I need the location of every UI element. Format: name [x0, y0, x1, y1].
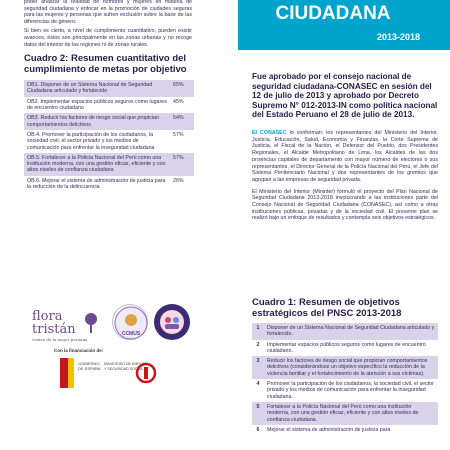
govt-line-2: DE ESPAÑA [78, 366, 101, 371]
flora-tristan-logo [32, 310, 87, 342]
table-row [252, 379, 438, 402]
objective-percent: 65% [170, 80, 194, 97]
objective-text: OB.6. Mejorar el sistema de administración de justicia para la reducción de la delincuencia [27, 177, 166, 191]
table-row [252, 425, 438, 435]
objective-text: OB2. Implementar espacios públicos seguros como lugares de encuentro ciudadano [27, 98, 167, 112]
mininter-paragraph: El Ministerio del Interior (Mininter) formuló el proyecto del Plan Nacional de Seguridad Ciudadana 2013-2018 involucrando a las instituciones parte del Consejo Nacional de Seguridad Ciudadana (CONASEC), así como a otras instituciones públicas, privadas y de la sociedad civil. El presente plan se realizó bajo un enfoque de resultados y contempla seis objetivos estratégicos. [252, 188, 438, 222]
table-row [24, 113, 194, 130]
intro-paragraph-2: Si bien es cierto, a nivel de cumplimiento cuantitativo, pueden existir avances, éstos son principalmente en las zonas urbanas y no recoge datos del interior de las regiones ni de zonas rurales. [24, 28, 192, 48]
objective-number: 1 [252, 323, 264, 340]
table-row [24, 80, 194, 97]
objective-text: OB3. Reducir los factores de riesgo social que propician comportamientos delictivos [24, 113, 170, 130]
govt-line-4: Y SEGURIDAD SOCIAL [104, 367, 143, 371]
table-row [252, 323, 438, 340]
objective-number: 6 [256, 426, 260, 433]
cuadro1-table [252, 323, 438, 435]
logo-tagline: centro de la mujer peruana [32, 337, 88, 342]
banner-top-text [238, 0, 428, 1]
title-banner [238, 0, 450, 50]
objective-text: OB1. Disponer de un Sistema Nacional de Seguridad Ciudadana articulado y fortalecido [24, 80, 170, 97]
banner-years: 2013-2018 [376, 32, 420, 42]
table-row [252, 356, 438, 379]
table-row [24, 97, 194, 114]
objective-percent: 57% [173, 131, 184, 138]
organization-seal-icon [154, 304, 190, 340]
logo-word-2: tristán [32, 322, 76, 337]
flora-mark-icon [84, 313, 98, 333]
table-row [252, 402, 438, 425]
govt-line-3: MINISTERIO DE EMPLEO [104, 362, 147, 366]
objective-percent: 57% [170, 153, 194, 176]
objective-number: 5 [252, 402, 264, 425]
table-row [252, 340, 438, 357]
intro-paragraph-1: poder analizar la realidad de hombres y mujeres en materia de seguridad ciudadana y enfocar en la promoción de ciudades seguras para las mujeres y personas que sufren exclusión sobre la base de las diferencias de género. [24, 0, 192, 25]
svg-text:CCMUS: CCMUS [121, 331, 141, 337]
body-text [252, 130, 438, 227]
objective-text: OB.5. Fortalecer a la Policía Nacional del Perú como una institución moderna, con una gestión eficaz, eficiente y con altos niveles de confianza ciudadana [24, 153, 170, 176]
approval-statement: Fue aprobado por el consejo nacional de seguridad ciudadana-CONASEC en sesión del 12 de julio de 2013 y aprobado por Decreto Supremo N° 012-2013-IN como política nacional del Estado Peruano el 28 de julio de 2013. [252, 72, 438, 119]
logo-word-1: flora [32, 309, 63, 324]
objective-text: Mejorar el sistema de administración de justicia para [267, 426, 391, 433]
objective-number: 4 [256, 381, 260, 388]
objective-text: Reducir los factores de riesgo social que propician comportamientos delictivos (considerándose un objetivo específico la reducción de la violencia familiar y el fortalecimiento de la atención a sus víctimas). [264, 356, 438, 379]
objective-text: Fortalecer a la Policía Nacional del Perú como una institución moderna, con una gestión eficaz, eficiente y con altos niveles de confianza ciudadana. [264, 402, 438, 425]
objective-number: 2 [256, 341, 260, 348]
objective-text: Implementar espacios públicos seguros como lugares de encuentro ciudadano. [267, 341, 426, 354]
partner-logos [24, 302, 200, 342]
objective-percent: 26% [173, 177, 184, 184]
financing-label: Con la financiación de: [54, 348, 104, 353]
govt-line-1: GOBIERNO [78, 361, 100, 366]
intro-text [24, 0, 192, 48]
objective-number: 3 [252, 356, 264, 379]
right-column [238, 0, 450, 450]
table-row [24, 130, 194, 153]
objective-text: OB.4. Promover la participación de los ciudadanos, la sociedad civil, el sector privado y los medios de comunicación para enfrentar la inseguridad ciudadana [27, 131, 155, 151]
objective-percent: 54% [170, 113, 194, 130]
cuadro2-title: Cuadro 2: Resumen cuantitativo del cumplimiento de metas por objetivo [24, 53, 187, 76]
objective-percent: 45% [173, 98, 184, 105]
ccmus-seal-icon [112, 304, 148, 340]
table-row [24, 176, 194, 193]
cuadro1-title: Cuadro 1: Resumen de objetivos estratégicos del PNSC 2013-2018 [252, 297, 402, 319]
table-row [24, 153, 194, 176]
gobierno-espana-logo [60, 356, 160, 390]
conasec-highlight: El CONASEC [252, 130, 287, 136]
banner-title: CIUDADANA [275, 3, 391, 24]
conasec-paragraph [252, 130, 438, 184]
objective-text: Disponer de un Sistema Nacional de Seguridad Ciudadana articulado y fortalecido. [264, 323, 438, 340]
cuadro2-table [24, 80, 194, 192]
conasec-text: lo conforman: los representantes del Ministerio del Interior, Justicia, Educación, Salud, Economía y Finanzas, la Corte Suprema de Justicia, el Fiscal de la Nación, el Defensor del Pueblo, dos Presidentes Regionales, el Alcalde Metropolitano de Lima, los Alcaldes de las dos provincias capitales de departamento con mayor número de electores o sus representantes, el Director General de la Policía Nacional del Perú, el Jefe del Sistema Penitenciario Nacional y dos representantes de los gremios que agrupan a las empresas de seguridad privada. [252, 130, 438, 183]
objective-text: Promover la participación de los ciudadanos, la sociedad civil, el sector privado y los medios de comunicación para enfrentar la inseguridad ciudadana. [267, 381, 434, 400]
